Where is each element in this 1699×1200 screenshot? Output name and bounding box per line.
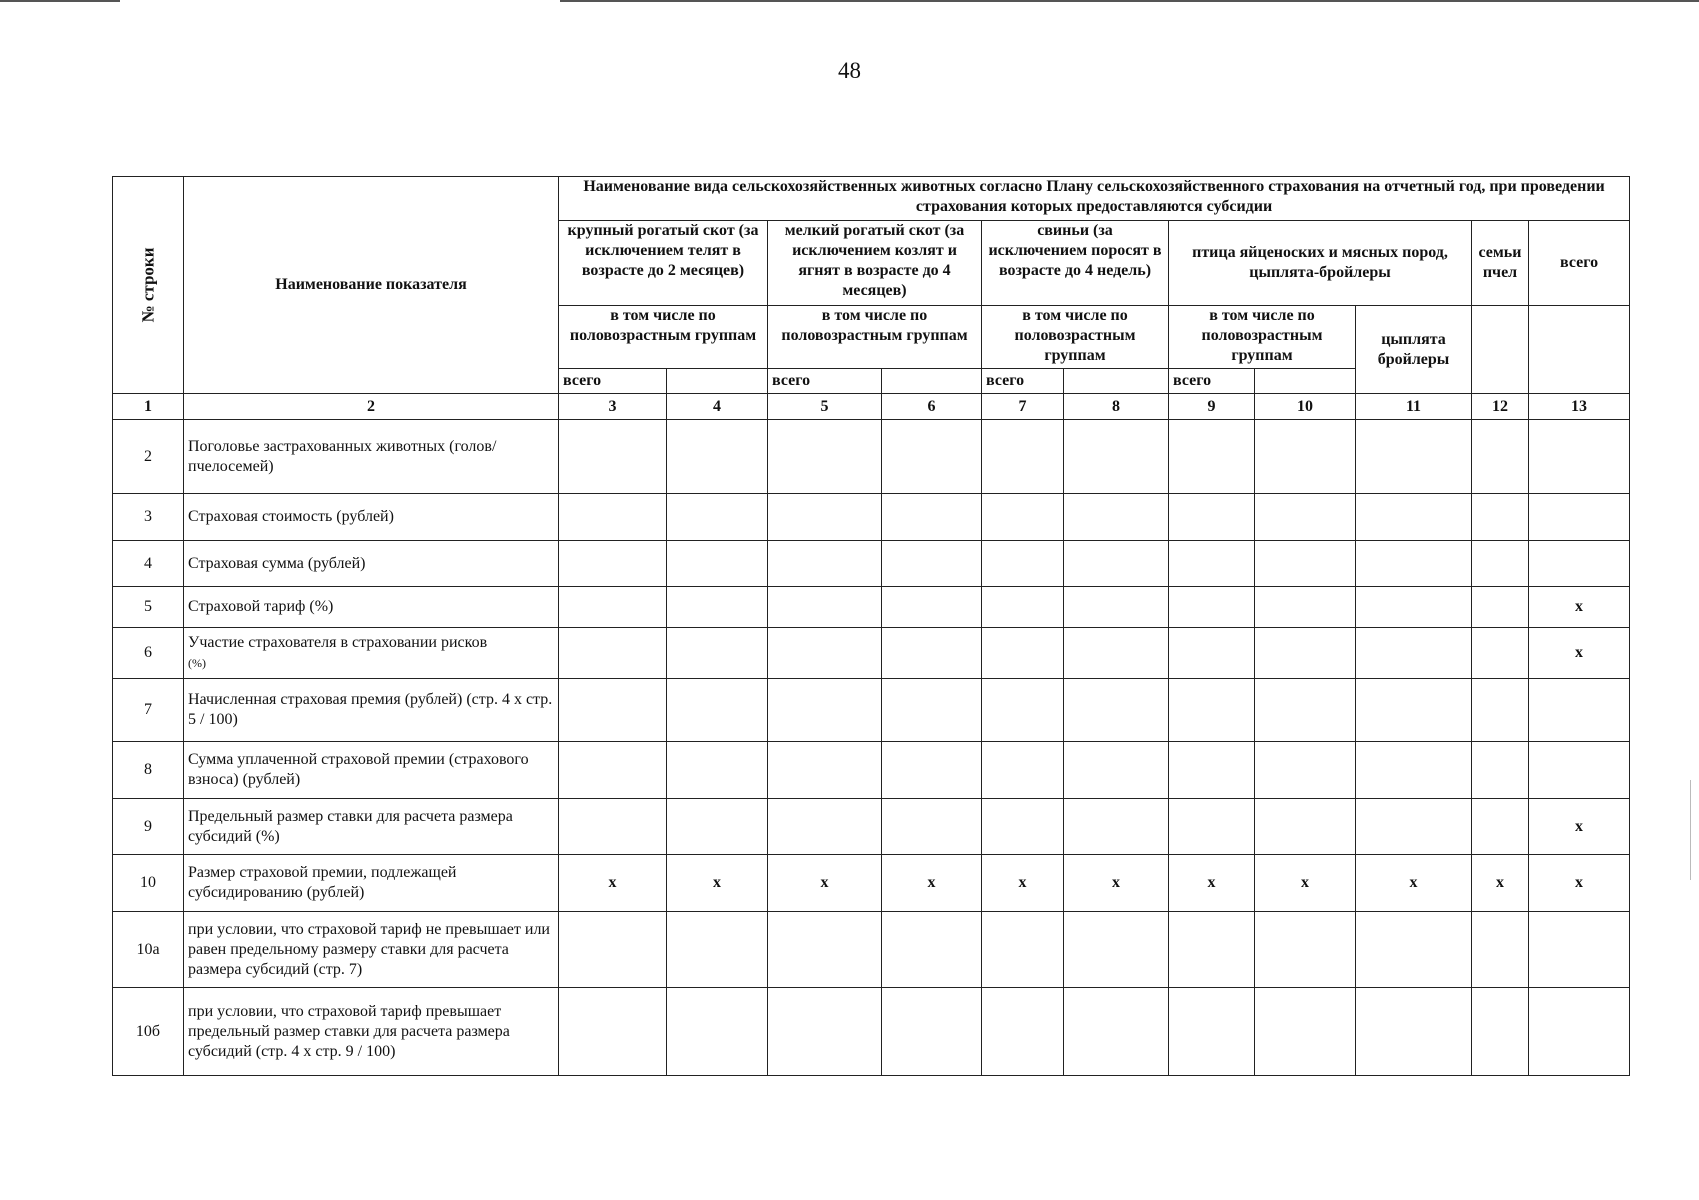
data-cell xyxy=(1255,742,1356,799)
table-row xyxy=(113,628,1630,679)
data-cell: x xyxy=(1255,855,1356,912)
column-number: 4 xyxy=(667,394,768,420)
data-cell xyxy=(768,628,882,679)
data-cell xyxy=(559,912,667,988)
data-cell: x xyxy=(1356,855,1472,912)
data-cell xyxy=(667,541,768,587)
row-number: 6 xyxy=(113,628,184,679)
data-cell: x xyxy=(882,855,982,912)
row-label-cell xyxy=(184,679,559,742)
side-edge-mark xyxy=(1690,780,1691,880)
data-cell xyxy=(982,587,1064,628)
data-cell xyxy=(559,988,667,1076)
data-cell xyxy=(1472,420,1529,494)
data-cell xyxy=(1529,912,1630,988)
row-label-cell xyxy=(184,587,559,628)
data-cell xyxy=(1064,799,1169,855)
row-label-cell xyxy=(184,420,559,494)
row-label: Поголовье застрахованных животных (голов/пчелосемей) xyxy=(188,437,497,475)
data-cell xyxy=(1169,494,1255,541)
row-label: Участие страхователя в страховании рисков xyxy=(188,634,488,651)
data-cell xyxy=(559,494,667,541)
data-cell xyxy=(882,912,982,988)
data-cell xyxy=(667,420,768,494)
data-cell xyxy=(1169,541,1255,587)
data-cell xyxy=(559,541,667,587)
category-cattle: крупный рогатый скот (за исключением телят в возрасте до 2 месяцев) xyxy=(559,221,768,306)
data-cell xyxy=(667,742,768,799)
data-cell xyxy=(982,494,1064,541)
page-number: 48 xyxy=(838,58,861,83)
data-cell xyxy=(1169,420,1255,494)
data-cell xyxy=(667,628,768,679)
data-cell xyxy=(1255,912,1356,988)
data-cell xyxy=(768,679,882,742)
total-poultry: всего xyxy=(1169,369,1255,394)
data-cell xyxy=(1255,587,1356,628)
data-cell xyxy=(1472,628,1529,679)
column-number: 6 xyxy=(882,394,982,420)
data-cell: x xyxy=(667,855,768,912)
data-cell xyxy=(768,988,882,1076)
column-number: 10 xyxy=(1255,394,1356,420)
data-cell xyxy=(1064,628,1169,679)
data-cell xyxy=(559,420,667,494)
empty-subgroup-cell xyxy=(1064,369,1169,394)
data-cell xyxy=(1472,912,1529,988)
data-cell xyxy=(1169,587,1255,628)
data-cell xyxy=(768,799,882,855)
data-cell xyxy=(982,988,1064,1076)
row-number: 7 xyxy=(113,679,184,742)
column-number: 8 xyxy=(1064,394,1169,420)
data-cell xyxy=(882,587,982,628)
data-cell xyxy=(559,742,667,799)
data-cell: x xyxy=(768,855,882,912)
data-cell xyxy=(667,679,768,742)
data-cell xyxy=(1356,988,1472,1076)
table-row xyxy=(113,587,1630,628)
top-rule-left xyxy=(0,0,120,2)
data-cell: x xyxy=(1529,628,1630,679)
data-cell xyxy=(667,988,768,1076)
data-cell xyxy=(882,742,982,799)
data-cell xyxy=(982,742,1064,799)
data-cell xyxy=(1529,988,1630,1076)
column-number: 13 xyxy=(1529,394,1630,420)
data-cell xyxy=(768,494,882,541)
data-cell xyxy=(559,628,667,679)
table-row xyxy=(113,541,1630,587)
column-number: 1 xyxy=(113,394,184,420)
row-number: 5 xyxy=(113,587,184,628)
data-cell xyxy=(982,541,1064,587)
data-cell xyxy=(1356,628,1472,679)
column-number-row xyxy=(113,394,1630,420)
broilers-header: цыплята бройлеры xyxy=(1356,306,1472,394)
data-cell xyxy=(1356,742,1472,799)
data-cell: x xyxy=(1529,799,1630,855)
row-label-cell xyxy=(184,988,559,1076)
total-pigs: всего xyxy=(982,369,1064,394)
header-row-group xyxy=(113,177,1630,221)
row-number: 2 xyxy=(113,420,184,494)
table-row xyxy=(113,494,1630,541)
data-cell xyxy=(1064,679,1169,742)
row-number: 4 xyxy=(113,541,184,587)
data-cell xyxy=(1472,742,1529,799)
data-cell xyxy=(559,587,667,628)
data-cell xyxy=(1169,988,1255,1076)
row-label-cell xyxy=(184,742,559,799)
data-cell: x xyxy=(1529,587,1630,628)
data-cell xyxy=(1169,742,1255,799)
category-pigs: свиньи (за исключением поросят в возрасте до 4 недель) xyxy=(982,221,1169,306)
row-label-cell xyxy=(184,855,559,912)
data-cell xyxy=(1472,494,1529,541)
data-cell xyxy=(1356,912,1472,988)
total-sub-cell xyxy=(1529,306,1630,394)
data-cell xyxy=(1529,420,1630,494)
data-cell xyxy=(1529,679,1630,742)
row-label: Страховая сумма (рублей) xyxy=(188,554,366,572)
column-number: 9 xyxy=(1169,394,1255,420)
data-cell xyxy=(1356,679,1472,742)
table-row xyxy=(113,742,1630,799)
data-cell: x xyxy=(1064,855,1169,912)
row-number: 10а xyxy=(113,912,184,988)
column-number: 11 xyxy=(1356,394,1472,420)
column-number: 12 xyxy=(1472,394,1529,420)
row-label: Начисленная страховая премия (рублей) (стр. 4 х стр. 5 / 100) xyxy=(188,691,553,728)
data-cell xyxy=(1255,679,1356,742)
row-label: при условии, что страховой тариф не превышает или равен предельному размеру ставки для расчета размера субсидий (стр. 7) xyxy=(188,920,550,978)
empty-subgroup-cell xyxy=(1255,369,1356,394)
row-label-cell xyxy=(184,494,559,541)
column-number: 3 xyxy=(559,394,667,420)
table-row xyxy=(113,988,1630,1076)
column-number: 5 xyxy=(768,394,882,420)
row-number: 10б xyxy=(113,988,184,1076)
table-row xyxy=(113,855,1630,912)
data-cell xyxy=(1255,988,1356,1076)
data-cell xyxy=(768,587,882,628)
data-cell xyxy=(1255,799,1356,855)
data-cell: x xyxy=(1529,855,1630,912)
data-cell xyxy=(768,912,882,988)
data-cell xyxy=(1255,420,1356,494)
subgroup-pigs: в том числе по половозрастным группам xyxy=(982,306,1169,369)
table-row xyxy=(113,799,1630,855)
report-table xyxy=(112,176,1630,1076)
total-small-cattle: всего xyxy=(768,369,882,394)
table-row xyxy=(113,420,1630,494)
data-cell xyxy=(1356,799,1472,855)
data-cell xyxy=(1472,587,1529,628)
data-cell xyxy=(1356,587,1472,628)
data-cell xyxy=(882,541,982,587)
data-cell xyxy=(882,988,982,1076)
data-cell xyxy=(1169,799,1255,855)
data-cell xyxy=(1472,988,1529,1076)
total-cattle: всего xyxy=(559,369,667,394)
data-cell xyxy=(768,742,882,799)
data-cell: x xyxy=(1472,855,1529,912)
top-rule-right xyxy=(560,0,1699,2)
data-cell xyxy=(882,494,982,541)
data-cell xyxy=(667,587,768,628)
data-cell xyxy=(768,541,882,587)
data-cell xyxy=(667,799,768,855)
row-label: Сумма уплаченной страховой премии (страхового взноса) (рублей) xyxy=(188,751,529,788)
empty-subgroup-cell xyxy=(667,369,768,394)
data-cell: x xyxy=(1169,855,1255,912)
empty-subgroup-cell xyxy=(882,369,982,394)
data-cell xyxy=(982,912,1064,988)
data-cell xyxy=(1064,742,1169,799)
row-number: 9 xyxy=(113,799,184,855)
data-cell xyxy=(982,799,1064,855)
data-cell xyxy=(1356,494,1472,541)
row-number: 10 xyxy=(113,855,184,912)
data-cell xyxy=(1255,628,1356,679)
data-cell xyxy=(1529,742,1630,799)
data-cell xyxy=(1529,494,1630,541)
data-cell xyxy=(1064,988,1169,1076)
row-label-cell xyxy=(184,628,559,679)
data-cell xyxy=(882,420,982,494)
data-cell xyxy=(1169,679,1255,742)
data-cell xyxy=(882,628,982,679)
data-cell xyxy=(768,420,882,494)
data-cell: x xyxy=(559,855,667,912)
category-small-cattle: мелкий рогатый скот (за исключением козлят и ягнят в возрасте до 4 месяцев) xyxy=(768,221,982,306)
data-cell xyxy=(1356,541,1472,587)
indicator-header: Наименование показателя xyxy=(184,177,559,394)
data-cell xyxy=(1472,679,1529,742)
category-poultry: птица яйценоских и мясных пород, цыплята-бройлеры xyxy=(1169,221,1472,306)
column-number: 2 xyxy=(184,394,559,420)
bees-sub-cell xyxy=(1472,306,1529,394)
data-cell xyxy=(1472,799,1529,855)
row-label-note: (%) xyxy=(188,656,206,670)
data-cell xyxy=(559,799,667,855)
data-cell xyxy=(1064,912,1169,988)
data-cell xyxy=(1169,912,1255,988)
data-cell: x xyxy=(982,855,1064,912)
subgroup-small-cattle: в том числе по половозрастным группам xyxy=(768,306,982,369)
data-cell xyxy=(1064,494,1169,541)
category-total: всего xyxy=(1529,221,1630,306)
table-body xyxy=(113,420,1630,1076)
data-cell xyxy=(982,420,1064,494)
data-cell xyxy=(667,912,768,988)
data-cell xyxy=(559,679,667,742)
row-label: Страховая стоимость (рублей) xyxy=(188,508,394,525)
data-cell xyxy=(1255,541,1356,587)
row-label: Предельный размер ставки для расчета размера субсидий (%) xyxy=(188,807,513,845)
data-cell xyxy=(1064,541,1169,587)
data-cell xyxy=(1356,420,1472,494)
data-cell xyxy=(1064,420,1169,494)
data-cell xyxy=(982,679,1064,742)
row-number-header: № строки xyxy=(138,247,158,323)
data-cell xyxy=(1472,541,1529,587)
data-cell xyxy=(882,799,982,855)
data-cell xyxy=(1529,541,1630,587)
data-cell xyxy=(1255,494,1356,541)
row-label: при условии, что страховой тариф превышает предельный размер ставки для расчета размера субсидий (стр. 4 х стр. 9 / 100) xyxy=(188,1002,510,1060)
row-label: Страховой тариф (%) xyxy=(188,598,334,615)
data-cell xyxy=(667,494,768,541)
row-label-cell xyxy=(184,799,559,855)
data-cell xyxy=(982,628,1064,679)
table-row xyxy=(113,679,1630,742)
subgroup-cattle: в том числе по половозрастным группам xyxy=(559,306,768,369)
row-label-cell xyxy=(184,912,559,988)
animal-group-header: Наименование вида сельскохозяйственных животных согласно Плану сельскохозяйственного страхования на отчетный год, при проведении страхования которых предоставляются субсидии xyxy=(559,177,1630,221)
row-number-header-cell xyxy=(113,177,184,394)
data-cell xyxy=(1169,628,1255,679)
data-cell xyxy=(882,679,982,742)
row-label-cell xyxy=(184,541,559,587)
row-number: 8 xyxy=(113,742,184,799)
subgroup-poultry: в том числе по половозрастным группам xyxy=(1169,306,1356,369)
row-label: Размер страховой премии, подлежащей субсидированию (рублей) xyxy=(188,864,457,901)
column-number: 7 xyxy=(982,394,1064,420)
row-number: 3 xyxy=(113,494,184,541)
category-bees: семьи пчел xyxy=(1472,221,1529,306)
data-cell xyxy=(1064,587,1169,628)
table-row xyxy=(113,912,1630,988)
